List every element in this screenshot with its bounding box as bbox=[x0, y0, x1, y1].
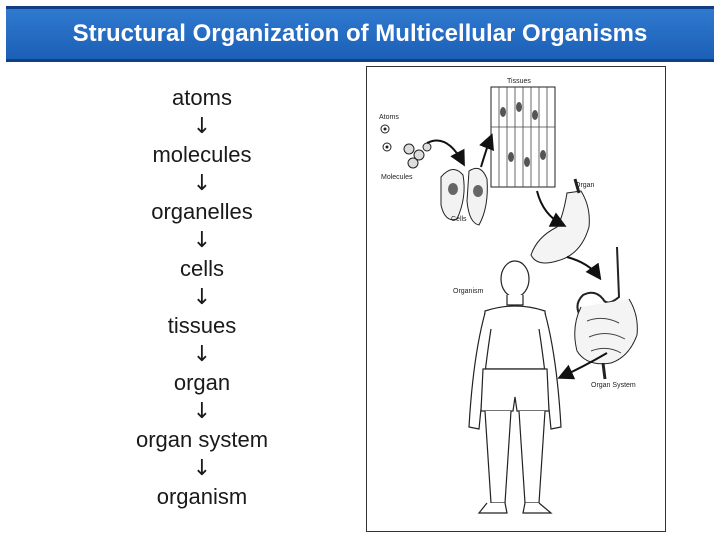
arrow-organ-to-system bbox=[567, 257, 599, 277]
hierarchy-list bbox=[110, 84, 294, 511]
tissue-illustration bbox=[491, 87, 555, 187]
down-arrow-icon: ↓ bbox=[192, 285, 212, 310]
level-atoms: atoms bbox=[172, 85, 232, 110]
atom-illustration bbox=[381, 125, 391, 151]
down-arrow-icon: ↓ bbox=[192, 456, 212, 481]
illustration-svg bbox=[367, 67, 665, 531]
label-tissues: Tissues bbox=[507, 78, 531, 85]
organ-illustration bbox=[531, 179, 589, 263]
label-organism: Organism bbox=[453, 288, 484, 295]
label-organ-system: Organ System bbox=[591, 382, 636, 389]
down-arrow-icon: ↓ bbox=[192, 114, 212, 139]
page-title: Structural Organization of Multicellular Organisms bbox=[72, 20, 648, 47]
organism-illustration bbox=[469, 261, 561, 513]
level-organ-system: organ system bbox=[135, 427, 269, 452]
down-arrow-icon: ↓ bbox=[192, 228, 212, 253]
down-arrow-icon: ↓ bbox=[192, 342, 212, 367]
level-organ: organ bbox=[173, 370, 231, 395]
label-molecules: Molecules bbox=[381, 174, 413, 181]
arrow-tissues-to-organ bbox=[537, 191, 563, 225]
level-tissues: tissues bbox=[167, 313, 237, 338]
arrow-cells-to-tissues bbox=[481, 137, 491, 167]
down-arrow-icon: ↓ bbox=[192, 399, 212, 424]
level-cells: cells bbox=[179, 256, 224, 281]
organization-illustration bbox=[366, 66, 666, 532]
molecule-illustration bbox=[404, 143, 431, 168]
label-cells: Cells bbox=[451, 216, 467, 223]
title-banner bbox=[6, 6, 714, 62]
down-arrow-icon: ↓ bbox=[192, 171, 212, 196]
level-organism: organism bbox=[156, 484, 248, 509]
organ-system-illustration bbox=[575, 247, 638, 379]
label-organ: Organ bbox=[575, 182, 595, 189]
arrow-molecules-to-cells bbox=[427, 141, 463, 164]
label-atoms: Atoms bbox=[379, 114, 399, 121]
level-molecules: molecules bbox=[152, 142, 252, 167]
level-organelles: organelles bbox=[151, 199, 253, 224]
